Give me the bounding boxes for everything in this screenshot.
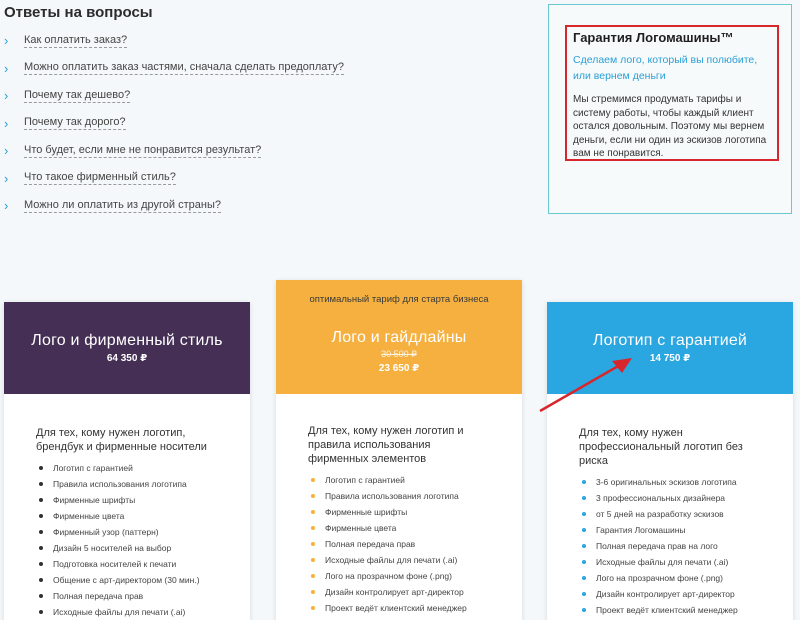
feature-item: Полная передача прав на лого xyxy=(579,538,761,554)
tariff-card-logo-guidelines[interactable] xyxy=(276,280,522,620)
bullet-icon xyxy=(39,466,43,470)
chevron-right-icon: › xyxy=(4,143,9,159)
bullet-icon xyxy=(582,544,586,548)
feature-list xyxy=(308,472,490,616)
feature-item: Исходные файлы для печати (.ai) xyxy=(36,604,218,620)
card-tagline: оптимальный тариф для старта бизнеса xyxy=(309,294,489,305)
chevron-right-icon: › xyxy=(4,115,9,131)
card-name: Лого и гайдлайны xyxy=(331,329,467,346)
feature-item: Лого на прозрачном фоне (.png) xyxy=(308,568,490,584)
card-header xyxy=(4,302,250,394)
feature-item: 3-6 оригинальных эскизов логотипа xyxy=(579,474,761,490)
card-header xyxy=(276,280,522,394)
card-body xyxy=(547,394,793,618)
feature-item: Подготовка носителей к печати xyxy=(36,556,218,572)
faq-question[interactable]: Почему так дешево? xyxy=(24,88,131,101)
card-name: Лого и фирменный стиль xyxy=(31,332,223,349)
feature-item: Логотип с гарантией xyxy=(36,460,218,476)
faq-section xyxy=(4,4,524,220)
bullet-icon xyxy=(311,510,315,514)
feature-item: Дизайн 5 носителей на выбор xyxy=(36,540,218,556)
bullet-icon xyxy=(311,526,315,530)
tariff-card-logo-guarantee[interactable] xyxy=(547,302,793,620)
bullet-icon xyxy=(311,542,315,546)
card-price: 23 650 ₽ xyxy=(378,363,420,374)
faq-question[interactable]: Почему так дорого? xyxy=(24,116,126,129)
feature-item: Полная передача прав xyxy=(36,588,218,604)
feature-item: Исходные файлы для печати (.ai) xyxy=(308,552,490,568)
faq-item[interactable] xyxy=(4,165,524,193)
bullet-icon xyxy=(39,594,43,598)
faq-question[interactable]: Можно оплатить заказ частями, сначала сделать предоплату? xyxy=(24,61,344,74)
bullet-icon xyxy=(311,494,315,498)
bullet-icon xyxy=(311,574,315,578)
guarantee-highlight xyxy=(565,25,779,161)
chevron-right-icon: › xyxy=(4,33,9,49)
bullet-icon xyxy=(582,592,586,596)
faq-item[interactable] xyxy=(4,192,524,220)
feature-item: Фирменные цвета xyxy=(308,520,490,536)
guarantee-panel xyxy=(548,4,792,214)
bullet-icon xyxy=(39,498,43,502)
feature-item: Лого на прозрачном фоне (.png) xyxy=(579,570,761,586)
bullet-icon xyxy=(582,608,586,612)
bullet-icon xyxy=(582,576,586,580)
bullet-icon xyxy=(39,482,43,486)
feature-item: Гарантия Логомашины xyxy=(579,522,761,538)
bullet-icon xyxy=(311,606,315,610)
bullet-icon xyxy=(311,478,315,482)
guarantee-link[interactable]: Сделаем лого, который вы полюбите, или вернем деньги xyxy=(573,54,758,82)
bullet-icon xyxy=(582,512,586,516)
chevron-right-icon: › xyxy=(4,198,9,214)
feature-list xyxy=(36,460,218,620)
feature-item: Исходные файлы для печати (.ai) xyxy=(579,554,761,570)
feature-item: Правила использования логотипа xyxy=(36,476,218,492)
tariff-card-logo-style[interactable] xyxy=(4,302,250,620)
faq-question[interactable]: Как оплатить заказ? xyxy=(24,33,128,46)
chevron-right-icon: › xyxy=(4,60,9,76)
faq-item[interactable] xyxy=(4,137,524,165)
feature-item: Логотип с гарантией xyxy=(308,472,490,488)
feature-item: 3 профессиональных дизайнера xyxy=(579,490,761,506)
feature-item: Общение с арт-директором (30 мин.) xyxy=(36,572,218,588)
bullet-icon xyxy=(39,562,43,566)
faq-question[interactable]: Что такое фирменный стиль? xyxy=(24,171,176,184)
bullet-icon xyxy=(39,546,43,550)
faq-item[interactable] xyxy=(4,82,524,110)
faq-item[interactable] xyxy=(4,27,524,55)
feature-item: Фирменный узор (паттерн) xyxy=(36,524,218,540)
bullet-icon xyxy=(311,590,315,594)
bullet-icon xyxy=(39,530,43,534)
card-body xyxy=(276,394,522,616)
card-body xyxy=(4,394,250,620)
card-description: Для тех, кому нужен логотип, брендбук и фирменные носители xyxy=(36,427,207,453)
faq-item[interactable] xyxy=(4,110,524,138)
card-description: Для тех, кому нужен профессиональный логотип без риска xyxy=(579,427,743,467)
guarantee-title: Гарантия Логомашины™ xyxy=(573,30,734,45)
feature-item: Дизайн контролирует арт-директор xyxy=(308,584,490,600)
bullet-icon xyxy=(39,610,43,614)
feature-item: Фирменные шрифты xyxy=(36,492,218,508)
card-price: 64 350 ₽ xyxy=(106,353,148,364)
card-old-price: 30 500 ₽ xyxy=(381,349,417,359)
faq-title: Ответы на вопросы xyxy=(4,4,153,21)
bullet-icon xyxy=(39,514,43,518)
chevron-right-icon: › xyxy=(4,170,9,186)
feature-item: Фирменные цвета xyxy=(36,508,218,524)
feature-item: Правила использования логотипа xyxy=(308,488,490,504)
feature-item: Проект ведёт клиентский менеджер xyxy=(579,602,761,618)
bullet-icon xyxy=(582,560,586,564)
feature-list xyxy=(579,474,761,618)
guarantee-text: Мы стремимся продумать тарифы и систему работы, чтобы каждый клиент остался довольным. Поэтому мы вернем деньги, если ни один из эскизов логотипа вам не понравится. xyxy=(573,94,767,159)
faq-question[interactable]: Можно ли оплатить из другой страны? xyxy=(24,198,222,211)
feature-item: Полная передача прав xyxy=(308,536,490,552)
card-description: Для тех, кому нужен логотип и правила использования фирменных элементов xyxy=(308,425,464,465)
bullet-icon xyxy=(582,528,586,532)
card-price: 14 750 ₽ xyxy=(649,353,691,364)
card-name: Логотип с гарантией xyxy=(592,332,748,349)
feature-item: Фирменные шрифты xyxy=(308,504,490,520)
feature-item: от 5 дней на разработку эскизов xyxy=(579,506,761,522)
faq-question[interactable]: Что будет, если мне не понравится результат? xyxy=(24,143,262,156)
bullet-icon xyxy=(311,558,315,562)
card-header xyxy=(547,302,793,394)
bullet-icon xyxy=(582,496,586,500)
feature-item: Проект ведёт клиентский менеджер xyxy=(308,600,490,616)
feature-item: Дизайн контролирует арт-директор xyxy=(579,586,761,602)
bullet-icon xyxy=(582,480,586,484)
bullet-icon xyxy=(39,578,43,582)
faq-item[interactable] xyxy=(4,55,524,83)
chevron-right-icon: › xyxy=(4,88,9,104)
